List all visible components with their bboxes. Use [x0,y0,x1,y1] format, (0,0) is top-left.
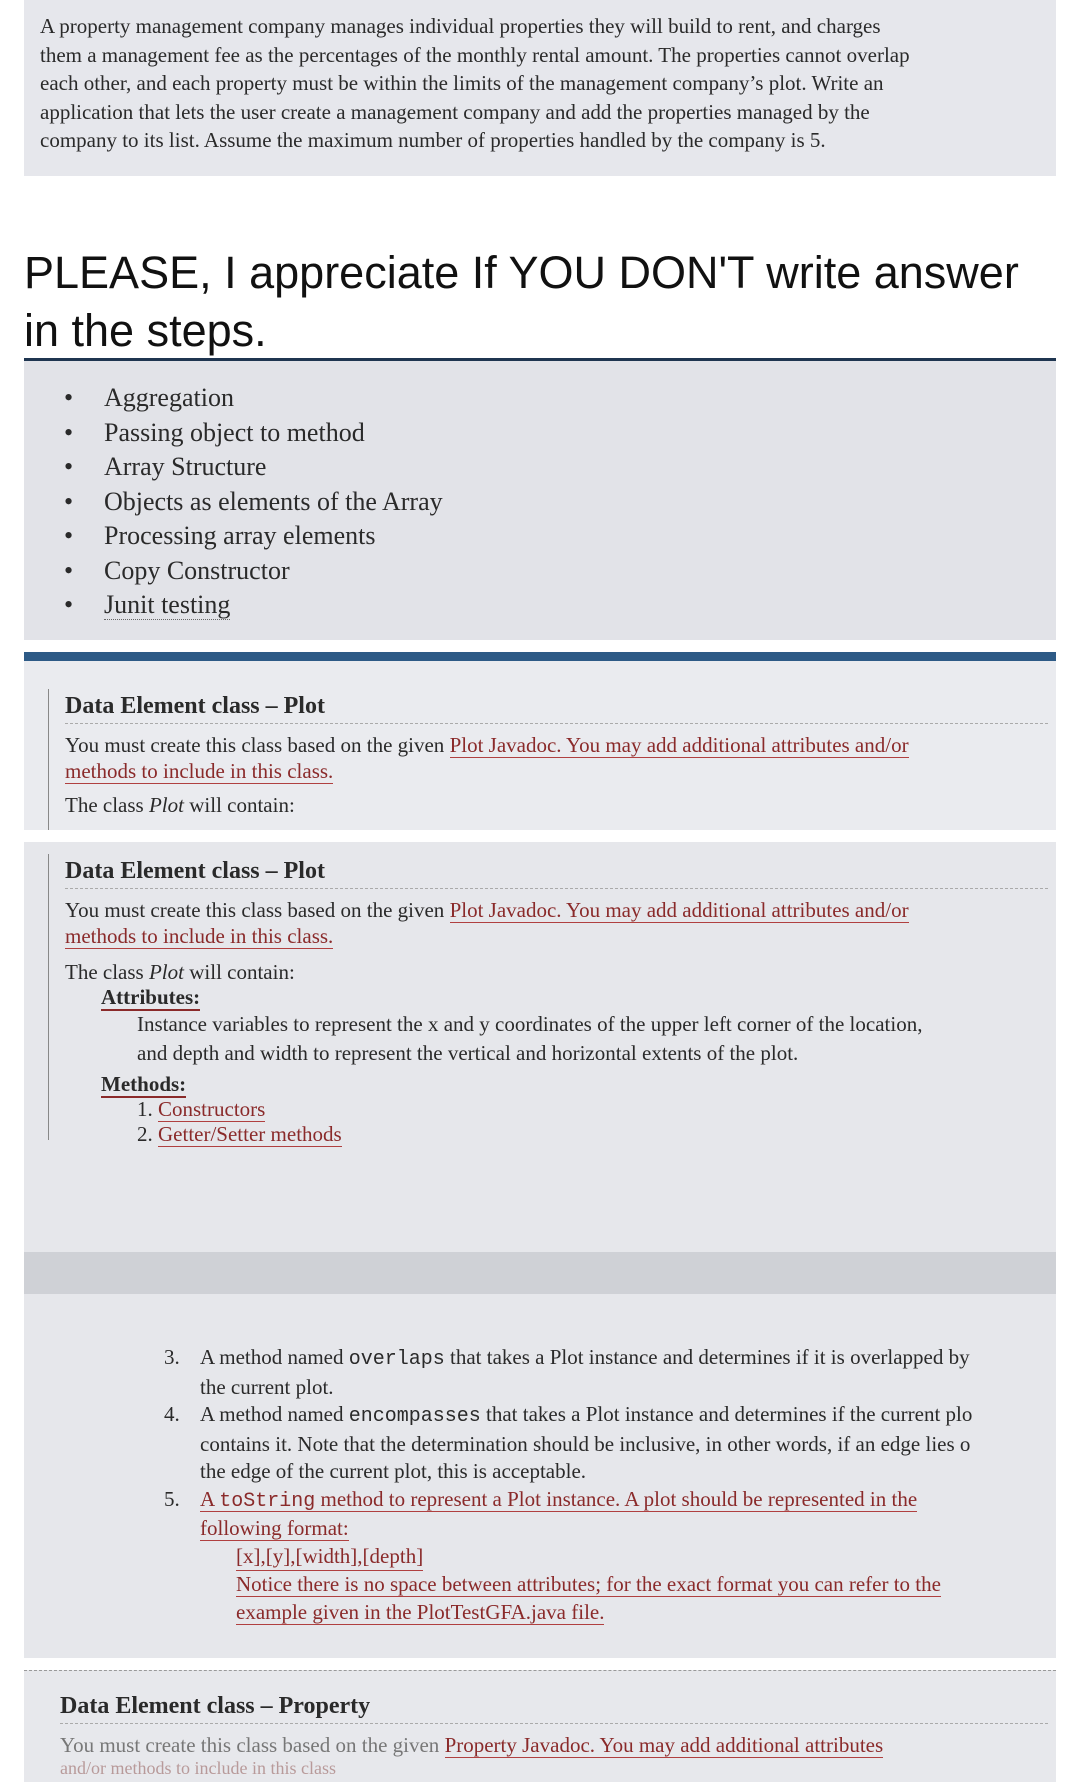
instruction-line: methods to include in this class. [65,924,334,948]
property-section [60,1689,1048,1779]
javadoc-link[interactable]: Property Javadoc. [444,1733,596,1757]
section-title: Data Element class – Property [60,1689,1048,1724]
intro-line: them a management fee as the percentages of the monthly rental amount. The properties cannot overlap [40,42,910,67]
plot-spec-panel [24,842,1056,1658]
instruction-line: and/or methods to include in this class [60,1758,336,1778]
heading-line: in the steps. [24,305,267,356]
topics-panel [24,358,1056,640]
plot-preview-section [48,689,1048,830]
javadoc-link[interactable]: Plot Javadoc. [449,733,562,757]
list-item: 2. Getter/Setter methods [137,1122,342,1146]
contain-line: The class Plot will contain: [65,793,295,817]
request-heading [24,244,1064,360]
list-item: 5. A toString method to represent a Plot instance. A plot should be represented in the following format: [x],[y],[width],[depth] Notice there is no space between attributes; for the exact format you can refer to the example given in the PlotTestGFA.java file. [164,1486,941,1624]
instruction-line: methods to include in this class. [65,759,334,783]
section-title: Data Element class – Plot [65,854,1048,889]
javadoc-link[interactable]: Plot Javadoc. [449,898,562,922]
instruction-line: You must create this class based on the given Property Javadoc. You may add additional attributes [60,1733,884,1757]
list-item: 3. A method named overlaps that takes a Plot instance and determines if it is overlapped by the current plot. [164,1345,970,1399]
plot-preview-panel [24,652,1056,830]
methods-list [137,1097,1048,1147]
intro-line: A property management company manages individual properties they will build to rent, and charges [40,14,881,38]
instruction-line: You must create this class based on the given Plot Javadoc. You may add additional attributes and/or [65,733,909,757]
section-title: Data Element class – Plot [65,689,1048,724]
topics-list [64,381,1056,623]
format-example: [x],[y],[width],[depth] [236,1543,423,1572]
intro-line: application that lets the user create a management company and add the properties managed by the [40,99,870,124]
intro-line: each other, and each property must be within the limits of the management company’s plot. Write an [40,71,884,95]
attributes-text: Instance variables to represent the x and y coordinates of the upper left corner of the location, and depth and width to represent the vertical and horizontal extents of the plot. [137,1012,923,1065]
methods-continued [164,1344,1052,1626]
list-item: • Processing array elements [64,519,1056,554]
contain-line: The class Plot will contain: [65,960,295,984]
divider-bar [24,1252,1056,1294]
property-panel [24,1670,1056,1782]
list-item: • Array Structure [64,450,1056,485]
heading-line: PLEASE, I appreciate If YOU DON'T write answer [24,247,1019,298]
list-item: • Objects as elements of the Array [64,485,1056,520]
intro-line: company to its list. Assume the maximum number of properties handled by the company is 5. [40,128,826,152]
intro-panel [24,0,1056,176]
methods-label: Methods: [101,1072,187,1096]
list-item: • Copy Constructor [64,554,1056,589]
attributes-label: Attributes: [101,985,201,1009]
list-item: • Aggregation [64,381,1056,416]
list-item: • Passing object to method [64,416,1056,451]
list-item: 1. Constructors [137,1097,266,1121]
list-item: 4. A method named encompasses that takes a Plot instance and determines if the current plo contains it. Note that the determination should be inclusive, in other words, if an edge lies o the edge of the current plot, this is acceptable. [164,1402,973,1483]
plot-spec-section [48,854,1048,1146]
instruction-line: You must create this class based on the given Plot Javadoc. You may add additional attributes and/or [65,898,909,922]
list-item: • Junit testing [64,588,1056,623]
